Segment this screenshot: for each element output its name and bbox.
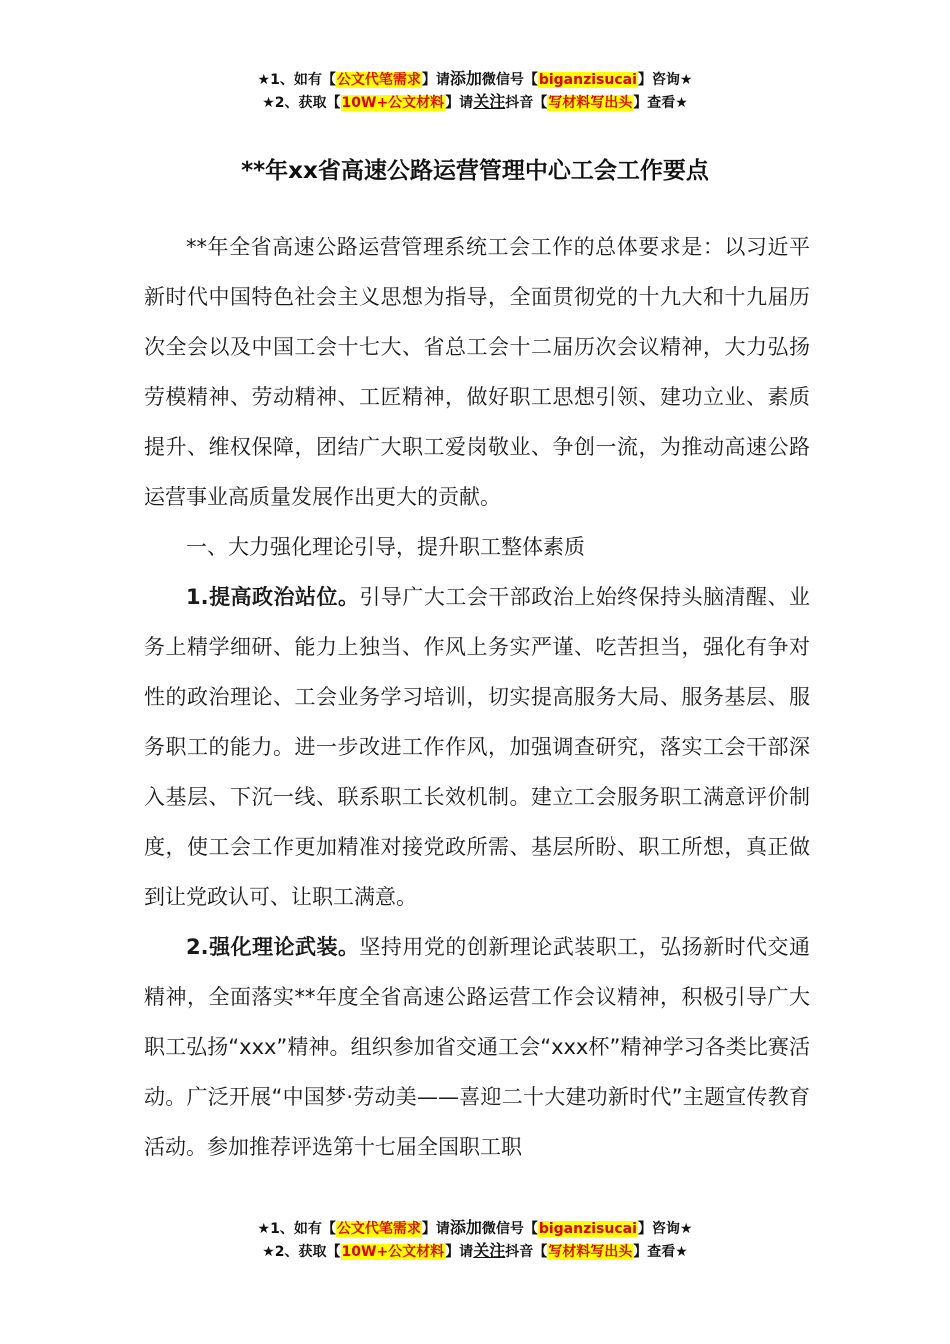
banner-text: 】请	[421, 72, 450, 88]
highlight-douyin-account: 写材料写出头	[548, 95, 633, 111]
highlight-materials: 10W+公文材料	[341, 1244, 445, 1260]
section-heading: 一、大力强化理论引导，提升职工整体素质	[186, 535, 585, 559]
banner-emphasis-add: 添加	[449, 1218, 482, 1237]
bottom-banner	[0, 1217, 950, 1263]
banner-line-1	[0, 1217, 950, 1240]
banner-text: ★2、获取【	[262, 1244, 341, 1260]
banner-text: 微信号【	[481, 1221, 538, 1237]
highlight-wechat-id: biganzisucai	[538, 1221, 637, 1237]
highlight-douyin-account: 写材料写出头	[548, 1244, 633, 1260]
banner-line-2	[0, 91, 950, 114]
banner-text: ★1、如有【	[257, 1221, 336, 1237]
item-2-body: 坚持用党的创新理论武装职工，弘扬新时代交通精神，全面落实**年度全省高速公路运营工作会议精神，积极引导广大职工弘扬“xxx”精神。组织参加省交通工会“xxx杯”精神学习各类比赛活动。广泛开展“中国梦·劳动美——喜迎二十大建功新时代”主题宣传教育活动。参加推荐评选第十七届全国职工职	[144, 935, 810, 1159]
highlight-ghostwriting: 公文代笔需求	[336, 72, 421, 88]
banner-text: 抖音【	[505, 95, 548, 111]
item-1-title: 1.提高政治站位。	[186, 585, 360, 609]
banner-text: 抖音【	[505, 1244, 548, 1260]
banner-text: 】查看★	[633, 1244, 688, 1260]
banner-text: 】请	[445, 1244, 474, 1260]
document-title: **年xx省高速公路运营管理中心工会工作要点	[241, 158, 709, 184]
document-body	[144, 222, 810, 1172]
banner-emphasis-follow: 关注	[473, 1241, 506, 1260]
banner-text: ★2、获取【	[262, 95, 341, 111]
item-2-title: 2.强化理论武装。	[186, 935, 360, 959]
banner-emphasis-follow: 关注	[473, 92, 506, 111]
banner-text: 】咨询★	[637, 1221, 693, 1237]
banner-line-1	[0, 68, 950, 91]
highlight-ghostwriting: 公文代笔需求	[336, 1221, 421, 1237]
banner-text: 微信号【	[481, 72, 538, 88]
item-1-body: 引导广大工会干部政治上始终保持头脑清醒、业务上精学细研、能力上独当、作风上务实严谨、吃苦担当，强化有争对性的政治理论、工会业务学习培训，切实提高服务大局、服务基层、服务职工的能力。进一步改进工作作风，加强调查研究，落实工会干部深入基层、下沉一线、联系职工长效机制。建立工会服务职工满意评价制度，使工会工作更加精准对接党政所需、基层所盼、职工所想，真正做到让党政认可、让职工满意。	[144, 585, 810, 909]
banner-text: 】请	[445, 95, 474, 111]
banner-text: 】查看★	[633, 95, 688, 111]
highlight-wechat-id: biganzisucai	[538, 72, 637, 88]
banner-line-2	[0, 1240, 950, 1263]
item-2-paragraph	[144, 922, 810, 1172]
highlight-materials: 10W+公文材料	[341, 95, 445, 111]
banner-text: 】请	[421, 1221, 450, 1237]
item-1-paragraph	[144, 572, 810, 922]
banner-text: 】咨询★	[637, 72, 693, 88]
banner-emphasis-add: 添加	[449, 69, 482, 88]
banner-text: ★1、如有【	[257, 72, 336, 88]
top-banner	[0, 68, 950, 114]
intro-paragraph: **年全省高速公路运营管理系统工会工作的总体要求是：以习近平新时代中国特色社会主义思想为指导，全面贯彻党的十九大和十九届历次全会以及中国工会十七大、省总工会十二届历次会议精神，大力弘扬劳模精神、劳动精神、工匠精神，做好职工思想引领、建功立业、素质提升、维权保障，团结广大职工爱岗敬业、争创一流，为推动高速公路运营事业高质量发展作出更大的贡献。	[144, 235, 810, 509]
